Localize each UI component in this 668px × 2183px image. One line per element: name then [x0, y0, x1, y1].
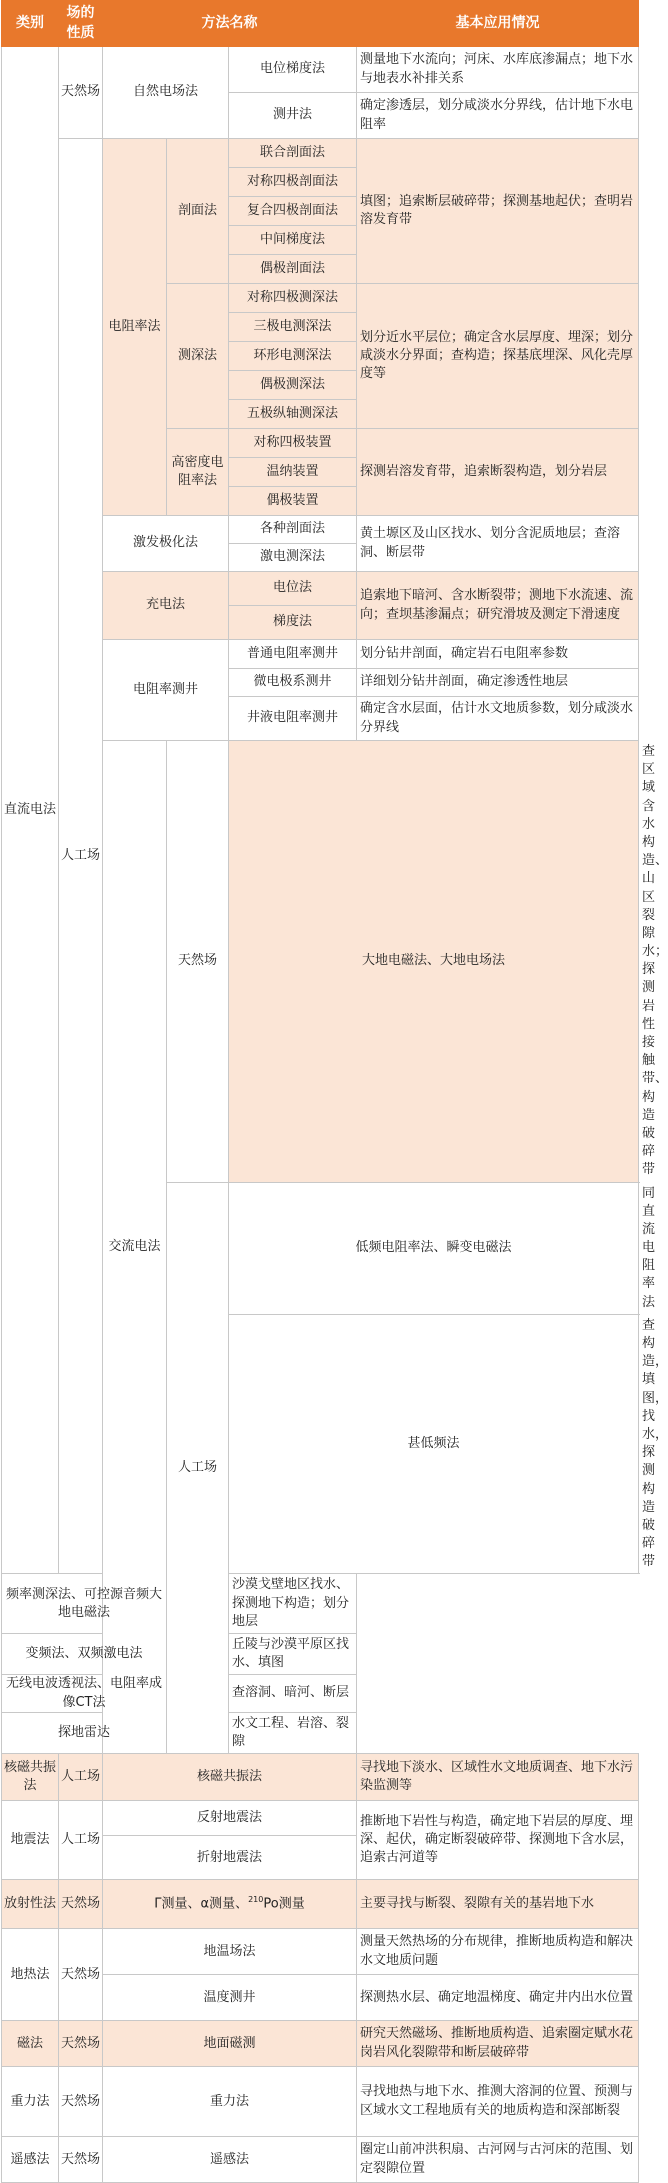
table-row — [2, 1634, 639, 1675]
method-cell: 剖面法 — [167, 139, 229, 284]
category-cell: 重力法 — [2, 2067, 59, 2137]
field-cell: 天然场 — [59, 2137, 103, 2183]
table-row: 交流电法 天然场 大地电磁法、大地电场法 查区域含水构造、山区裂隙水；探测岩性接触带、构造破碎带 — [2, 741, 639, 1183]
submethod-cell: 对称四极测深法 — [229, 284, 357, 313]
application-cell: 测量地下水流向；河床、水库底渗漏点；地下水与地表水补排关系 — [357, 47, 639, 93]
table-row — [2, 47, 639, 93]
table-row: 人工场 低频电阻率法、瞬变电磁法 同直流电阻率法 — [2, 1182, 639, 1314]
submethod-cell: 复合四极剖面法 — [229, 197, 357, 226]
submethod-cell: 偶极装置 — [229, 487, 357, 516]
method-cell: 探地雷达 — [2, 1712, 167, 1753]
submethod-cell: 偶极剖面法 — [229, 255, 357, 284]
table-row — [2, 2067, 639, 2137]
application-cell: 主要寻找与断裂、裂隙有关的基岩地下水 — [357, 1880, 639, 1929]
submethod-cell: 三极电测深法 — [229, 313, 357, 342]
table-row — [2, 1675, 639, 1712]
field-cell: 天然场 — [59, 2021, 103, 2067]
application-cell: 水文工程、岩溶、裂隙 — [229, 1712, 357, 1753]
application-cell: 圈定山前冲洪积扇、古河网与古河床的范围、划定裂隙位置 — [357, 2137, 639, 2183]
method-cell: 大地电磁法、大地电场法 — [229, 741, 639, 1183]
submethod-cell: 对称四极装置 — [229, 429, 357, 458]
method-cell: 变频法、双频激电法 — [2, 1634, 167, 1675]
header-category: 类别 — [2, 1, 59, 47]
category-cell: 放射性法 — [2, 1880, 59, 1929]
method-cell: 高密度电阻率法 — [167, 429, 229, 516]
method-cell: 遥感法 — [103, 2137, 357, 2183]
field-cell: 人工场 — [59, 1801, 103, 1880]
application-cell: 划分钻井剖面，确定岩石电阻率参数 — [357, 640, 639, 669]
submethod-cell: 梯度法 — [229, 606, 357, 640]
method-cell: 激发极化法 — [103, 516, 229, 572]
table-row — [2, 1754, 639, 1801]
table-row — [2, 2137, 639, 2183]
category-cell: 地热法 — [2, 1929, 59, 2021]
submethod-cell: 中间梯度法 — [229, 226, 357, 255]
method-cell: 甚低频法 — [229, 1314, 639, 1574]
category-cell: 直流电法 — [2, 47, 59, 1574]
submethod-cell: 井液电阻率测井 — [229, 697, 357, 741]
header-field: 场的性质 — [59, 1, 103, 47]
submethod-cell: 温纳装置 — [229, 458, 357, 487]
table-row — [2, 1880, 639, 1929]
application-cell: 丘陵与沙漠平原区找水、填图 — [229, 1634, 357, 1675]
application-cell: 测量天然热场的分布规律，推断地质构造和解决水文地质问题 — [357, 1929, 639, 1975]
table-row — [2, 1574, 639, 1634]
application-cell: 详细划分钻井剖面，确定渗透性地层 — [357, 669, 639, 697]
method-cell: 电阻率测井 — [103, 640, 229, 741]
header-row — [2, 1, 639, 47]
category-cell: 地震法 — [2, 1801, 59, 1880]
method-cell: 核磁共振法 — [103, 1754, 357, 1801]
application-cell: 推断地下岩性与构造，确定地下岩层的厚度、埋深、起伏，确定断裂破碎带、探测地下含水层，追索古河道等 — [357, 1801, 639, 1880]
method-cell: 温度测井 — [103, 1975, 357, 2021]
submethod-cell: 普通电阻率测井 — [229, 640, 357, 669]
application-cell: 查溶洞、暗河、断层 — [229, 1675, 357, 1712]
method-cell: 充电法 — [103, 572, 229, 640]
method-cell: 自然电场法 — [103, 47, 229, 139]
submethod-cell: 微电极系测井 — [229, 669, 357, 697]
application-cell: 追索地下暗河、含水断裂带；测地下水流速、流向；查坝基渗漏点；研究滑坡及测定下滑速度 — [357, 572, 639, 640]
method-cell: 测深法 — [167, 284, 229, 429]
methods-table — [1, 0, 668, 2183]
submethod-cell: 对称四极剖面法 — [229, 168, 357, 197]
application-cell: 确定含水层面，估计水文地质参数，划分咸淡水分界线 — [357, 697, 639, 741]
method-cell: 无线电波透视法、电阻率成像CT法 — [2, 1675, 167, 1712]
submethod-cell: 激电测深法 — [229, 544, 357, 572]
application-cell: 寻找地下淡水、区域性水文地质调查、地下水污染监测等 — [357, 1754, 639, 1801]
field-cell: 天然场 — [59, 47, 103, 139]
submethod-cell: 各种剖面法 — [229, 516, 357, 544]
submethod-cell: 联合剖面法 — [229, 139, 357, 168]
method-cell: 地温场法 — [103, 1929, 357, 1975]
header-application: 基本应用情况 — [357, 1, 639, 47]
submethod-cell: 测井法 — [229, 93, 357, 139]
method-cell: 频率测深法、可控源音频大地电磁法 — [2, 1574, 167, 1634]
method-cell: 低频电阻率法、瞬变电磁法 — [229, 1182, 639, 1314]
submethod-cell: 偶极测深法 — [229, 371, 357, 400]
submethod-cell: 环形电测深法 — [229, 342, 357, 371]
category-cell: 磁法 — [2, 2021, 59, 2067]
submethod-cell: 电位梯度法 — [229, 47, 357, 93]
field-cell: 天然场 — [59, 2067, 103, 2137]
table-row — [2, 1929, 639, 1975]
table-row — [2, 1712, 639, 1753]
method-cell: 地面磁测 — [103, 2021, 357, 2067]
table-row — [2, 1801, 639, 1836]
method-cell: 重力法 — [103, 2067, 357, 2137]
method-cell: Γ测量、α测量、$^{210}$Po测量 — [103, 1880, 357, 1929]
table-row — [2, 139, 639, 168]
application-cell: 寻找地热与地下水、推测大溶洞的位置、预测与区域水文工程地质有关的地质构造和深部断裂 — [357, 2067, 639, 2137]
application-cell: 填图；追索断层破碎带；探测基地起伏；查明岩溶发育带 — [357, 139, 639, 284]
application-cell: 黄土塬区及山区找水、划分含泥质地层；查溶洞、断层带 — [357, 516, 639, 572]
method-cell: 反射地震法 — [103, 1801, 357, 1836]
method-cell: 折射地震法 — [103, 1836, 357, 1880]
application-cell: 研究天然磁场、推断地质构造、追索圈定赋水花岗岩风化裂隙带和断层破碎带 — [357, 2021, 639, 2067]
application-cell: 探测热水层、确定地温梯度、确定井内出水位置 — [357, 1975, 639, 2021]
application-cell: 沙漠戈壁地区找水、探测地下构造；划分地层 — [229, 1574, 357, 1634]
method-cell: 电阻率法 — [103, 139, 167, 516]
header-method: 方法名称 — [103, 1, 357, 47]
application-cell: 探测岩溶发育带，追索断裂构造，划分岩层 — [357, 429, 639, 516]
table-row — [2, 2021, 639, 2067]
table-row: 甚低频法 查构造，填图，找水，探测构造破碎带 — [2, 1314, 639, 1574]
field-cell: 天然场 — [59, 1880, 103, 1929]
application-cell: 划分近水平层位；确定含水层厚度、埋深；划分咸淡水分界面；查构造；探基底埋深、风化壳厚度等 — [357, 284, 639, 429]
field-cell: 天然场 — [167, 741, 229, 1183]
field-cell: 人工场 — [167, 1182, 229, 1754]
field-cell: 人工场 — [59, 139, 103, 1574]
category-cell: 遥感法 — [2, 2137, 59, 2183]
category-cell: 交流电法 — [103, 741, 167, 1754]
application-cell: 确定渗透层，划分咸淡水分界线，估计地下水电阻率 — [357, 93, 639, 139]
category-cell: 核磁共振法 — [2, 1754, 59, 1801]
submethod-cell: 电位法 — [229, 572, 357, 606]
field-cell: 人工场 — [59, 1754, 103, 1801]
submethod-cell: 五极纵轴测深法 — [229, 400, 357, 429]
field-cell: 天然场 — [59, 1929, 103, 2021]
